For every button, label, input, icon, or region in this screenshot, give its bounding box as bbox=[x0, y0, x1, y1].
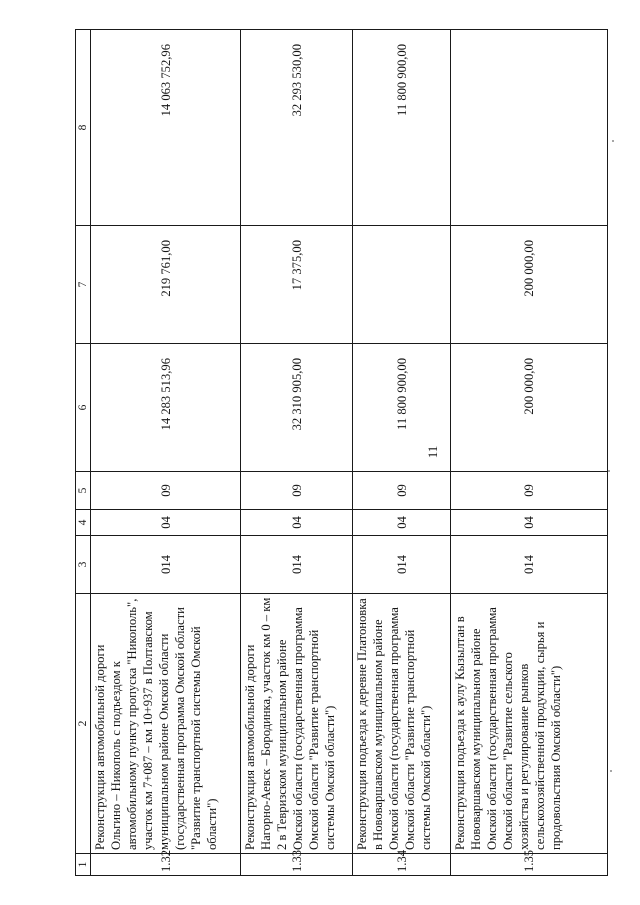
amount-cell: 219 761,00 bbox=[91, 226, 241, 344]
amount-cell: 32 293 530,00 bbox=[241, 30, 353, 226]
code-cell: 014 bbox=[353, 536, 451, 594]
header-cell: 2 bbox=[76, 594, 91, 854]
row-number: 1.32 bbox=[91, 854, 241, 876]
row-description: Реконструкция подъезда к деревне Платоновка в Нововаршавском муниципальном районе Омской области (государственная программа Омской области "Развитие транспортной системы Омской области") bbox=[353, 594, 451, 854]
page-number: 11 bbox=[425, 445, 440, 459]
scan-speck bbox=[608, 470, 610, 472]
code-cell: 09 bbox=[353, 472, 451, 510]
header-cell: 5 bbox=[76, 472, 91, 510]
header-cell: 4 bbox=[76, 510, 91, 536]
amount-cell: 200 000,00 bbox=[451, 226, 608, 344]
row-description: Реконструкция автомобильной дороги Нагорно-Аевск – Бородинка, участок км 0 – км 2 в Тевризском муниципальном районе Омской области (государственная программа Омской области "Развитие транспортной системы Омской области") bbox=[241, 594, 353, 854]
amount-cell: 17 375,00 bbox=[241, 226, 353, 344]
code-cell: 09 bbox=[451, 472, 608, 510]
table-row bbox=[241, 30, 353, 876]
code-cell: 09 bbox=[91, 472, 241, 510]
header-cell: 1 bbox=[76, 854, 91, 876]
table-wrapper bbox=[75, 30, 606, 876]
code-cell: 014 bbox=[241, 536, 353, 594]
table-row bbox=[451, 30, 608, 876]
row-number: 1.34 bbox=[353, 854, 451, 876]
table-row bbox=[91, 30, 241, 876]
header-cell: 8 bbox=[76, 30, 91, 226]
code-cell: 04 bbox=[91, 510, 241, 536]
amount-cell: 32 310 905,00 bbox=[241, 344, 353, 472]
header-cell: 6 bbox=[76, 344, 91, 472]
amount-cell: 11 800 900,00 bbox=[353, 30, 451, 226]
amount-cell: 11 800 900,00 bbox=[353, 344, 451, 472]
code-cell: 04 bbox=[451, 510, 608, 536]
row-description: Реконструкция автомобильной дороги Ольгино – Никополь с подъездом к автомобильному пункту пропуска "Никополь", участок км 7+087 – км 10+937 в Полтавском муниципальном районе Омской области (государственная программа Омской области "Развитие транспортной системы Омской области") bbox=[91, 594, 241, 854]
rotated-table-container bbox=[75, 30, 606, 876]
amount-cell bbox=[353, 226, 451, 344]
code-cell: 014 bbox=[91, 536, 241, 594]
scan-speck bbox=[612, 140, 614, 142]
amount-cell: 14 063 752,96 bbox=[91, 30, 241, 226]
header-row bbox=[76, 30, 91, 876]
row-description: Реконструкция подъезда к аулу Кызылтан в Нововаршавском муниципальном районе Омской области (государственная программа Омской области "Развитие сельского хозяйства и регулирование рынков сельскохозяйственной продукции, сырья и продовольствия Омской области") bbox=[451, 594, 608, 854]
header-cell: 3 bbox=[76, 536, 91, 594]
amount-cell: 14 283 513,96 bbox=[91, 344, 241, 472]
code-cell: 014 bbox=[451, 536, 608, 594]
amount-cell: 200 000,00 bbox=[451, 344, 608, 472]
code-cell: 09 bbox=[241, 472, 353, 510]
code-cell: 04 bbox=[353, 510, 451, 536]
table-row bbox=[353, 30, 451, 876]
code-cell: 04 bbox=[241, 510, 353, 536]
scan-speck bbox=[610, 770, 612, 772]
budget-table bbox=[75, 29, 608, 876]
header-cell: 7 bbox=[76, 226, 91, 344]
row-number: 1.33 bbox=[241, 854, 353, 876]
row-number: 1.35 bbox=[451, 854, 608, 876]
amount-cell bbox=[451, 30, 608, 226]
